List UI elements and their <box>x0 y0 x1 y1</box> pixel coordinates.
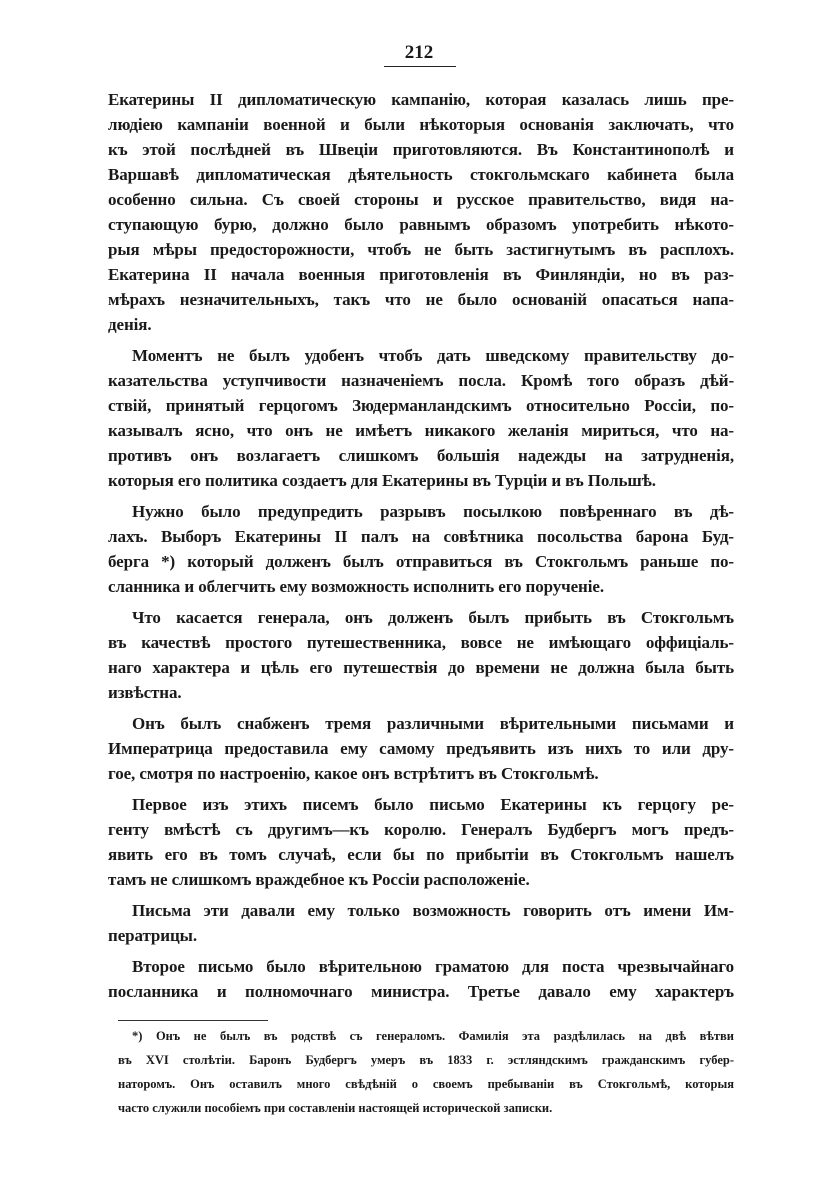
footnote-line: часто служили пособіемъ при составленіи настоящей исторической записки. <box>118 1101 553 1115</box>
text-line: сланника и облегчить ему возможность исполнить его порученіе. <box>108 577 604 596</box>
text-line: лахъ. Выборъ Екатерины II палъ на совѣтника посольства барона Буд- <box>108 527 734 546</box>
body-text <box>108 87 734 1010</box>
text-line: Екатерины II дипломатическую кампанію, которая казалась лишь пре- <box>108 90 734 109</box>
text-line: ператрицы. <box>108 926 197 945</box>
paragraph <box>108 499 734 599</box>
text-line: наго характера и цѣль его путешествія до времени не должна была быть <box>108 658 734 677</box>
text-line: ствій, принятый герцогомъ Зюдерманландскимъ относительно Россіи, по- <box>108 396 734 415</box>
text-line: казательства уступчивости назначеніемъ посла. Кромѣ того образъ дѣй- <box>108 371 734 390</box>
footnote-rule <box>118 1020 268 1021</box>
text-line: Второе письмо было вѣрительною граматою для поста чрезвычайнаго <box>132 957 734 976</box>
footnote-line: наторомъ. Онъ оставилъ много свѣдѣній о своемъ пребываніи въ Стокгольмѣ, которыя <box>118 1077 734 1091</box>
footnote-line: въ XVI столѣтіи. Баронъ Будбергъ умеръ въ 1833 г. эстляндскимъ гражданскимъ губер- <box>118 1053 734 1067</box>
text-line: особенно сильна. Съ своей стороны и русское правительство, видя на- <box>108 190 734 209</box>
text-line: къ этой послѣдней въ Швеціи приготовляются. Въ Константинополѣ и <box>108 140 734 159</box>
text-line: Что касается генерала, онъ долженъ былъ прибыть въ Стокгольмъ <box>132 608 734 627</box>
text-line: Онъ былъ снабженъ тремя различными вѣрительными письмами и <box>132 714 734 733</box>
text-line: Первое изъ этихъ писемъ было письмо Екатерины къ герцогу ре- <box>132 795 734 814</box>
text-line: извѣстна. <box>108 683 182 702</box>
footnote <box>118 1024 734 1120</box>
paragraph <box>108 792 734 892</box>
paragraph <box>108 605 734 705</box>
text-line: Варшавѣ дипломатическая дѣятельность стокгольмскаго кабинета была <box>108 165 734 184</box>
text-line: Моментъ не былъ удобенъ чтобъ дать шведскому правительству до- <box>132 346 734 365</box>
paragraph <box>108 898 734 948</box>
text-line: которыя его политика создаетъ для Екатерины въ Турціи и въ Польшѣ. <box>108 471 656 490</box>
text-line: тамъ не слишкомъ враждебное къ Россіи расположеніе. <box>108 870 530 889</box>
text-line: Письма эти давали ему только возможность говорить отъ имени Им- <box>132 901 734 920</box>
text-line: рыя мѣры предосторожности, чтобъ не быть застигнутымъ въ расплохъ. <box>108 240 734 259</box>
text-line: явить его въ томъ случаѣ, если бы по прибытіи въ Стокгольмъ нашелъ <box>108 845 734 864</box>
paragraph <box>108 711 734 786</box>
page-number: 212 <box>404 42 434 63</box>
text-line: казывалъ ясно, что онъ не имѣетъ никакого желанія мириться, что на- <box>108 421 734 440</box>
text-line: ступающую бурю, должно было равнымъ образомъ употребить нѣкото- <box>108 215 734 234</box>
header-rule <box>384 66 456 67</box>
text-line: генту вмѣстѣ съ другимъ—къ королю. Генералъ Будбергъ могъ предъ- <box>108 820 734 839</box>
text-line: Императрица предоставила ему самому предъявить изъ нихъ то или дру- <box>108 739 734 758</box>
text-line: мѣрахъ незначительныхъ, такъ что не было основаній опасаться напа- <box>108 290 734 309</box>
paragraph <box>108 343 734 493</box>
text-line: Нужно было предупредить разрывъ посылкою повѣреннаго въ дѣ- <box>132 502 734 521</box>
text-line: Екатерина II начала военныя приготовленія въ Финляндіи, но въ раз- <box>108 265 734 284</box>
footnote-line: *) Онъ не былъ въ родствѣ съ генераломъ. Фамилія эта раздѣлилась на двѣ вѣтви <box>132 1029 734 1043</box>
text-line: берга *) который долженъ былъ отправиться въ Стокгольмъ раньше по- <box>108 552 734 571</box>
text-line: посланника и полномочнаго министра. Третье давало ему характеръ <box>108 982 734 1001</box>
paragraph <box>108 87 734 337</box>
text-line: противъ онъ возлагаетъ слишкомъ большія надежды на затрудненія, <box>108 446 734 465</box>
paragraph <box>108 954 734 1004</box>
text-line: гое, смотря по настроенію, какое онъ встрѣтитъ въ Стокгольмѣ. <box>108 764 599 783</box>
text-line: въ качествѣ простого путешественника, вовсе не имѣющаго оффиціаль- <box>108 633 734 652</box>
text-line: людіею кампаніи военной и были нѣкоторыя основанія заключать, что <box>108 115 734 134</box>
text-line: денія. <box>108 315 152 334</box>
